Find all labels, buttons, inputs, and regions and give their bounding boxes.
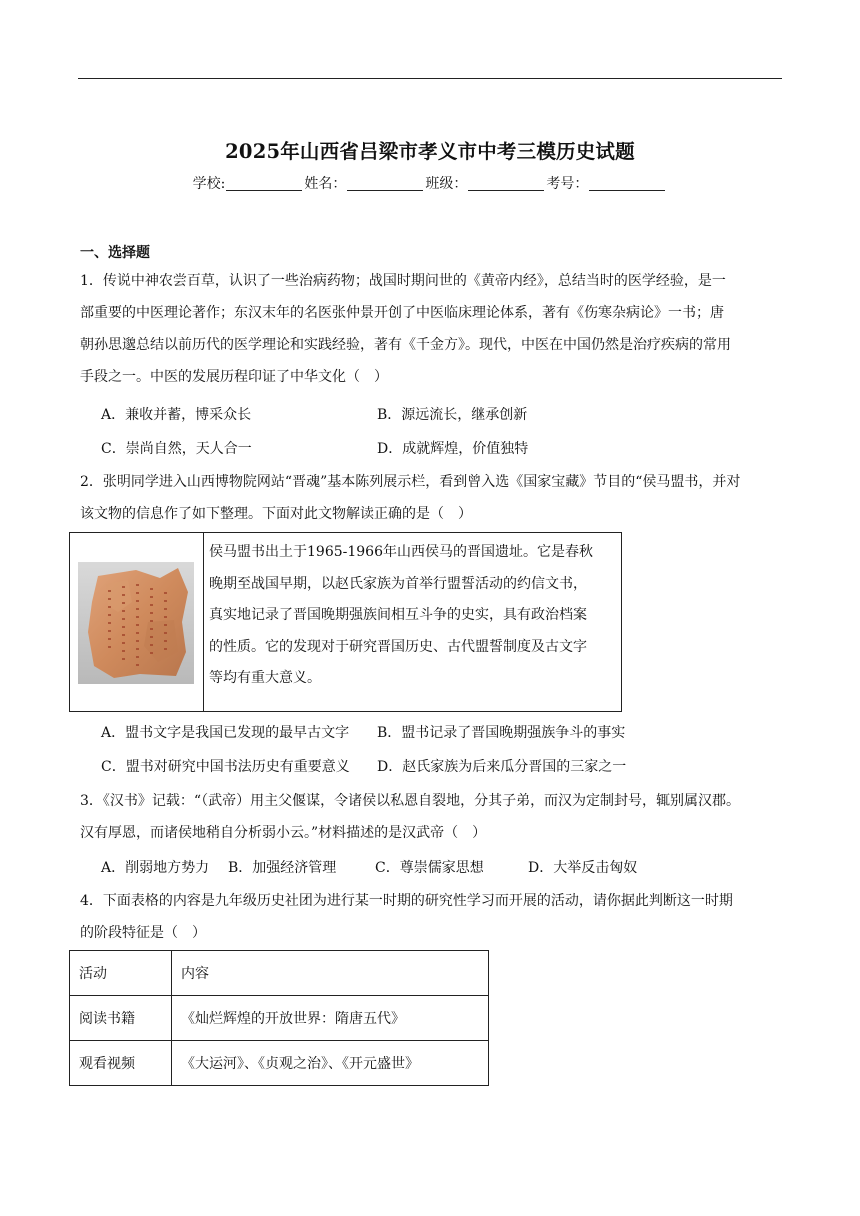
class-label: 班级：: [425, 176, 468, 192]
artifact-line-1: 侯马盟书出土于1965-1966年山西侯马的晋国遗址。它是春秋: [209, 544, 593, 560]
student-info-line: [0, 173, 860, 193]
q2-line-1: 2．张明同学进入山西博物院网站“晋魂”基本陈列展示栏，看到曾入选《国家宝藏》节目的“侯马盟书，并对: [80, 474, 741, 490]
q3-line-2: 汉有厚恩，而诸侯地稍自分析弱小云。”材料描述的是汉武帝（ ）: [80, 825, 487, 841]
q3-line-1: 3．《汉书》记载：“（武帝）用主父偃谋，令诸侯以私恩自裂地，分其子弟，而汉为定制封号，辄别属汉郡。: [80, 793, 741, 809]
artifact-line-5: 等均有重大意义。: [209, 670, 321, 686]
exam-no-blank[interactable]: [589, 176, 665, 191]
q4-line-2: 的阶段特征是（ ）: [80, 925, 206, 941]
activity-table: [69, 950, 489, 1086]
q4-line-1: 4．下面表格的内容是九年级历史社团为进行某一时期的研究性学习而开展的活动，请你据此判断这一时期: [80, 893, 733, 909]
section-heading: 一、选择题: [80, 245, 150, 261]
artifact-info-box: [69, 532, 622, 712]
q1-line-1: 1．传说中神农尝百草，认识了一些治病药物；战国时期问世的《黄帝内经》，总结当时的医学经验，是一: [80, 273, 726, 289]
q1-option-c[interactable]: C．崇尚自然，天人合一: [101, 441, 252, 457]
school-label: 学校:: [192, 176, 226, 192]
q1-line-4: 手段之一。中医的发展历程印证了中华文化（ ）: [80, 369, 388, 385]
artifact-line-4: 的性质。它的发现对于研究晋国历史、古代盟誓制度及古文字: [209, 638, 587, 655]
q1-line-3: 朝孙思邈总结以前历代的医学理论和实践经验，著有《千金方》。现代，中医在中国仍然是治疗疾病的常用: [80, 337, 731, 353]
table-header-row: [70, 951, 489, 996]
q1-line-2: 部重要的中医理论著作；东汉末年的名医张仲景开创了中医临床理论体系，著有《伤寒杂病论》一书；唐: [80, 305, 724, 321]
artifact-line-2: 晚期至战国早期，以赵氏家族为首举行盟誓活动的约信文书，: [209, 575, 587, 592]
artifact-line-3: 真实地记录了晋国晚期强族间相互斗争的史实，具有政治档案: [209, 607, 587, 623]
q2-option-a[interactable]: A．盟书文字是我国已发现的最早古文字: [101, 725, 350, 741]
q1-option-b[interactable]: B．源远流长，继承创新: [377, 407, 528, 423]
q1-option-a[interactable]: A．兼收并蓄，博采众长: [101, 407, 252, 423]
q3-option-b[interactable]: B．加强经济管理: [228, 860, 337, 876]
school-blank[interactable]: [226, 176, 302, 191]
q3-option-c[interactable]: C．尊崇儒家思想: [375, 860, 484, 876]
q2-option-c[interactable]: C．盟书对研究中国书法历史有重要意义: [101, 759, 350, 775]
q3-option-a[interactable]: A．削弱地方势力: [101, 860, 210, 876]
header-rule: [78, 78, 782, 79]
table-row: [70, 996, 489, 1041]
houma-covenant-image: [78, 562, 194, 684]
box-divider: [203, 533, 204, 711]
q2-option-b[interactable]: B．盟书记录了晋国晚期强族争斗的事实: [377, 725, 626, 741]
table-cell: 阅读书籍: [70, 996, 172, 1041]
q3-option-d[interactable]: D．大举反击匈奴: [528, 860, 638, 876]
q2-line-2: 该文物的信息作了如下整理。下面对此文物解读正确的是（ ）: [80, 506, 472, 522]
q2-option-d[interactable]: D．赵氏家族为后来瓜分晋国的三家之一: [377, 759, 627, 775]
class-blank[interactable]: [468, 176, 544, 191]
table-row: [70, 1041, 489, 1086]
name-label: 姓名：: [304, 176, 347, 192]
table-cell: 《大运河》、《贞观之治》、《开元盛世》: [172, 1041, 489, 1086]
name-blank[interactable]: [347, 176, 423, 191]
q1-option-d[interactable]: D．成就辉煌，价值独特: [377, 441, 529, 457]
artifact-description: [209, 537, 613, 695]
table-cell: 《灿烂辉煌的开放世界：隋唐五代》: [172, 996, 489, 1041]
exam-no-label: 考号：: [546, 176, 589, 192]
page-title: 2025年山西省吕梁市孝义市中考三模历史试题: [225, 140, 635, 163]
table-header-cell: 活动: [70, 951, 172, 996]
table-header-cell: 内容: [172, 951, 489, 996]
table-cell: 观看视频: [70, 1041, 172, 1086]
